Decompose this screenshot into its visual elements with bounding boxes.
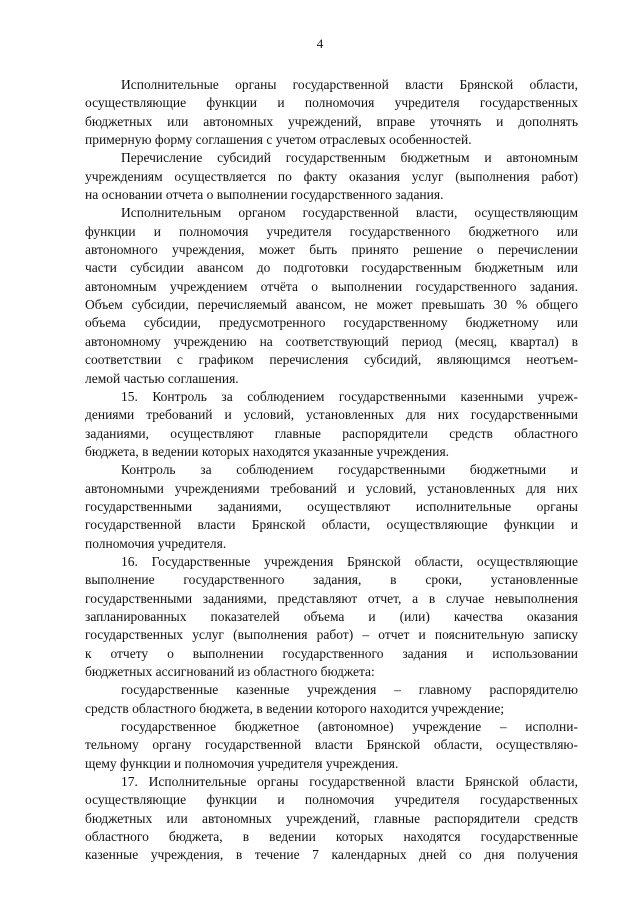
text-line: учреждениям осуществляется по факту оказания услуг (выполнения работ) xyxy=(85,168,578,184)
text-line: Исполнительные органы государственной власти Брянской области, xyxy=(121,77,578,92)
text-line: автономного учреждения, может быть принято решение о перечислении xyxy=(85,242,578,258)
text-line: бюджетных или автономных учреждений, вправе уточнять и дополнять xyxy=(85,113,578,129)
text-line: на основании отчета о выполнении государственного задания. xyxy=(85,187,444,203)
text-line: 15. Контроль за соблюдением государственными казенными учреж- xyxy=(121,388,578,404)
text-line: примерную форму соглашения с учетом отраслевых особенностей. xyxy=(85,132,472,148)
text-line: полномочия учредителя. xyxy=(85,535,227,551)
text-line: автономному учреждению на соответствующий период (месяц, квартал) в xyxy=(85,333,578,349)
text-line: Перечисление субсидий государственным бюджетным и автономным xyxy=(121,150,578,166)
text-line: 16. Государственные учреждения Брянской области, осуществляющие xyxy=(121,553,578,569)
text-line: выполнение государственного задания, в сроки, установленные xyxy=(85,572,578,588)
text-line: бюджетных ассигнований из областного бюджета: xyxy=(85,664,375,679)
text-line: заданиями, осуществляют главные распорядители средств областного xyxy=(85,425,578,441)
text-line: соответствии с графиком перечисления субсидий, являющимся неотъем- xyxy=(85,352,578,368)
text-line: дениями требований и условий, установленных для них государственными xyxy=(85,407,578,423)
text-line: функции и полномочия учредителя государственного бюджетного или xyxy=(85,223,578,239)
text-line: государственные казенные учреждения – главному распорядителю xyxy=(121,682,578,698)
page-number: 4 xyxy=(316,36,324,51)
text-line: Объем субсидии, перечисляемый авансом, не может превышать 30 % общего xyxy=(85,297,578,313)
text-line: казенные учреждения, в течение 7 календарных дней со дня получения xyxy=(85,847,578,863)
text-line: Исполнительным органом государственной власти, осуществляющим xyxy=(121,205,578,221)
text-line: 17. Исполнительные органы государственной власти Брянской области, xyxy=(121,774,578,790)
text-line: части субсидии авансом до подготовки государственным бюджетным или xyxy=(85,260,578,276)
text-line: бюджета, в ведении которых находятся указанные учреждения. xyxy=(85,443,450,459)
text-line: автономными учреждениями требований и условий, установленных для них xyxy=(85,480,578,496)
text-line: осуществляющие функции и полномочия учредителя государственных xyxy=(85,95,578,111)
text-line: областного бюджета, в ведении которых находятся государственные xyxy=(85,829,578,845)
text-line: средств областного бюджета, в ведении которого находится учреждение; xyxy=(85,700,505,716)
text-line: государственными заданиями, осуществляют исполнительные органы xyxy=(85,498,578,514)
text-line: государственными заданиями, представляют отчет, а в случае невыполнения xyxy=(85,590,578,606)
text-line: государственное бюджетное (автономное) учреждение – исполни- xyxy=(121,719,578,735)
text-line: автономным учреждением отчёта о выполнении государственного задания. xyxy=(85,278,578,294)
text-line: бюджетных или автономных учреждений, главные распорядители средств xyxy=(85,810,578,826)
text-line: объема субсидии, предусмотренного государственному бюджетному или xyxy=(85,315,578,331)
text-line: запланированных показателей объема и (или) качества оказания xyxy=(85,608,578,624)
document-body xyxy=(85,76,578,865)
text-line: Контроль за соблюдением государственными бюджетными и xyxy=(121,462,578,478)
text-line: государственной власти Брянской области, осуществляющие функции и xyxy=(85,517,578,533)
text-line: щему функции и полномочия учредителя учреждения. xyxy=(85,755,399,771)
text-line: лемой частью соглашения. xyxy=(85,370,239,386)
text-line: государственных услуг (выполнения работ) – отчет и пояснительную записку xyxy=(85,627,578,643)
text-line: к отчету о выполнении государственного задания и использовании xyxy=(85,645,578,661)
text-line: тельному органу государственной власти Брянской области, осуществляю- xyxy=(85,737,578,753)
text-line: осуществляющие функции и полномочия учредителя государственных xyxy=(85,792,578,808)
